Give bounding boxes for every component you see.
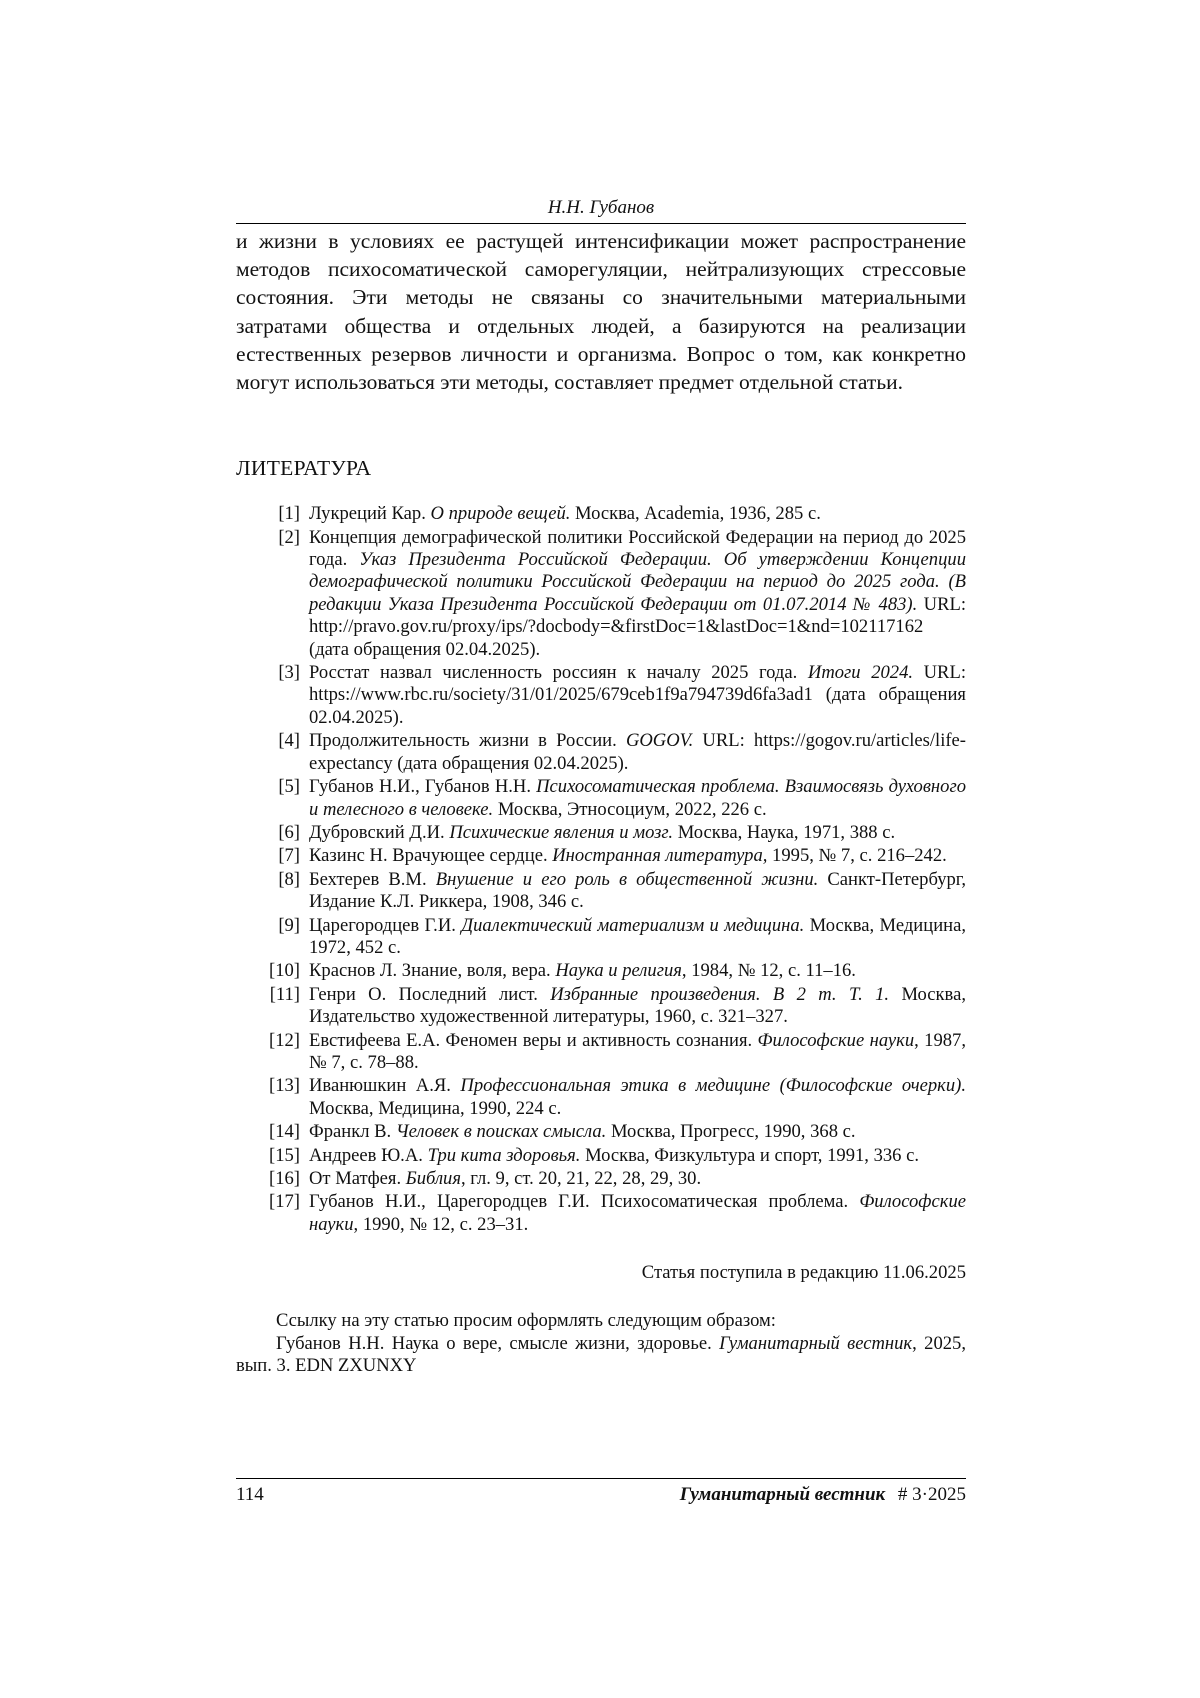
italic-text: Избранные произведения. В 2 т. Т. 1.	[550, 983, 890, 1005]
text-segment: Губанов Н.И., Губанов Н.Н.	[309, 776, 537, 798]
italic-text: Иностранная литература,	[552, 845, 768, 867]
reference-number: [16]	[269, 1168, 300, 1189]
reference-number: [13]	[269, 1075, 300, 1097]
text-segment: Андреев Ю.А.	[309, 1144, 428, 1166]
italic-text: Психосоматическая проблема. Взаимосвязь духовного и телесного в человеке.	[309, 776, 966, 820]
italic-text: Наука и религия	[555, 960, 682, 982]
reference-number: [15]	[269, 1144, 300, 1166]
text-segment: Иванюшкин А.Я.	[309, 1075, 461, 1097]
text-segment: , 1990, № 12, с. 23–31.	[353, 1213, 529, 1235]
italic-text: Итоги 2024.	[807, 662, 914, 684]
italic-text: Профессиональная этика в медицине (Философские очерки).	[460, 1075, 966, 1097]
text-segment: Москва, Медицина, 1972, 452 с.	[309, 914, 966, 958]
text-segment: Царегородцев Г.И.	[309, 914, 462, 936]
text-segment: , 1987, № 7, с. 78–88.	[309, 1029, 966, 1073]
page-footer	[236, 1478, 966, 1506]
reference-number: [5]	[278, 776, 300, 798]
reference-number: [6]	[278, 821, 300, 843]
text-segment: Москва, Этносоциум, 2022, 226 с.	[493, 798, 767, 820]
citation-block	[236, 1310, 966, 1377]
italic-text: Философские науки	[757, 1029, 915, 1051]
reference-item	[236, 822, 966, 844]
reference-number: [2]	[278, 526, 300, 548]
reference-item	[236, 1075, 966, 1120]
journal-name: Гуманитарный вестник	[679, 1484, 886, 1505]
reference-item	[236, 1030, 966, 1075]
text-segment: , 1984, № 12, с. 11–16.	[681, 960, 856, 982]
reference-item	[236, 503, 966, 525]
text-segment: Москва, Наука, 1971, 388 с.	[673, 821, 896, 843]
reference-number: [7]	[278, 845, 300, 867]
italic-text: Философские науки	[309, 1191, 966, 1235]
page-content	[236, 196, 966, 1377]
reference-number: [17]	[269, 1191, 300, 1213]
text-segment: Росстат назвал численность россиян к началу 2025 года.	[309, 662, 808, 684]
reference-item	[236, 984, 966, 1029]
reference-number: [8]	[278, 868, 300, 890]
reference-number: [9]	[278, 914, 300, 936]
text-segment: Москва, Прогресс, 1990, 368 с.	[606, 1121, 856, 1143]
reference-item	[236, 960, 966, 982]
text-segment: Губанов Н.Н. Наука о вере, смысле жизни, здоровье.	[276, 1332, 720, 1354]
text-segment: Концепция демографической политики Российской Федерации на период до 2025 года.	[309, 526, 966, 571]
reference-list	[236, 503, 966, 1236]
text-segment: Бехтерев В.М.	[309, 868, 436, 890]
text-segment: Краснов Л. Знание, воля, вера.	[309, 960, 556, 982]
reference-item	[236, 1168, 966, 1190]
italic-text: Диалектический материализм и медицина.	[461, 914, 805, 936]
reference-item	[236, 845, 966, 867]
reference-item	[236, 527, 966, 661]
text-segment: Москва, Издательство художественной литературы, 1960, с. 321–327.	[309, 983, 966, 1028]
citation-intro: Ссылку на эту статью просим оформлять следующим образом:	[276, 1310, 776, 1332]
reference-number: [3]	[278, 662, 300, 684]
italic-text: О природе вещей.	[430, 503, 571, 525]
text-segment: , гл. 9, ст. 20, 21, 22, 28, 29, 30.	[461, 1168, 702, 1189]
reference-number: [10]	[269, 960, 300, 982]
running-head: Н.Н. Губанов	[547, 197, 655, 218]
italic-text: Указ Президента Российской Федерации. Об утверждении Концепции демографической политики Российской Федерации на период до 2025 года. (В редакции Указа Президента Российской Федерации от 01.07.2014 № 483).	[309, 549, 966, 615]
literature-heading: ЛИТЕРАТУРА	[236, 456, 372, 481]
italic-text: Библия	[405, 1168, 461, 1189]
italic-text: Три кита здоровья.	[427, 1144, 581, 1166]
text-segment: URL: http://pravo.gov.ru/proxy/ips/?docbody=&firstDoc=1&lastDoc=1&nd=102117162 (дата обращения 02.04.2025).	[309, 593, 966, 660]
reference-item	[236, 730, 966, 775]
reference-item	[236, 662, 966, 729]
text-segment: Казинс Н. Врачующее сердце.	[309, 845, 553, 867]
text-segment: Москва, Academia, 1936, 285 с.	[570, 503, 821, 525]
text-segment: , 2025, вып. 3. EDN ZXUNXY	[236, 1332, 967, 1377]
reference-item	[236, 915, 966, 960]
journal-issue	[680, 1484, 966, 1506]
header-rule	[236, 223, 966, 224]
text-segment: Евстифеева Е.А. Феномен веры и активность сознания.	[309, 1029, 758, 1051]
text-segment: 1995, № 7, с. 216–242.	[767, 845, 947, 867]
italic-text: Человек в поисках смысла.	[395, 1121, 607, 1143]
reference-number: [11]	[269, 983, 300, 1005]
text-segment: Продолжительность жизни в России.	[309, 730, 626, 752]
reference-number: [12]	[269, 1029, 300, 1051]
italic-text: Психические явления и мозг.	[449, 821, 674, 843]
text-segment: URL: https://gogov.ru/articles/life-expectancy (дата обращения 02.04.2025).	[309, 730, 966, 774]
issue-number: # 3·2025	[897, 1484, 966, 1505]
reference-item	[236, 776, 966, 821]
reference-item	[236, 869, 966, 914]
italic-text: GOGOV.	[625, 730, 694, 752]
text-segment: URL: https://www.rbc.ru/society/31/01/2025/679ceb1f9a794739d6fa3ad1 (дата обращения 02.04.2025).	[309, 662, 966, 728]
body-paragraph: и жизни в условиях ее растущей интенсификации может распространение методов психосоматической саморегуляции, нейтрализующих стрессовые состояния. Эти методы не связаны со значительными материальными затратами общества и отдельных людей, а базируются на реализации естественных резервов личности и организма. Вопрос о том, как конкретно могут использоваться эти методы, составляет предмет отдельной статьи.	[236, 229, 966, 395]
text-segment: Дубровский Д.И.	[309, 821, 450, 843]
citation-text	[236, 1333, 966, 1378]
text-segment: Москва, Медицина, 1990, 224 с.	[309, 1097, 562, 1119]
text-segment: От Матфея.	[309, 1168, 406, 1189]
page-number: 114	[236, 1484, 264, 1505]
text-segment: Генри О. Последний лист.	[309, 983, 551, 1005]
text-segment: Губанов Н.И., Царегородцев Г.И. Психосоматическая проблема.	[309, 1191, 860, 1213]
text-segment: Лукреций Кар.	[309, 503, 431, 525]
italic-text: Гуманитарный вестник	[719, 1332, 913, 1354]
text-segment: Москва, Физкультура и спорт, 1991, 336 с.	[580, 1144, 920, 1166]
italic-text: Внушение и его роль в общественной жизни.	[435, 868, 819, 890]
text-segment: Санкт-Петербург, Издание К.Л. Риккера, 1908, 346 с.	[309, 868, 966, 913]
text-segment: Франкл В.	[309, 1121, 396, 1143]
received-note: Статья поступила в редакцию 11.06.2025	[641, 1262, 966, 1284]
reference-item	[236, 1145, 966, 1167]
reference-number: [1]	[278, 503, 300, 525]
reference-number: [14]	[269, 1121, 300, 1143]
reference-item	[236, 1121, 966, 1143]
reference-number: [4]	[278, 730, 300, 752]
reference-item	[236, 1191, 966, 1236]
